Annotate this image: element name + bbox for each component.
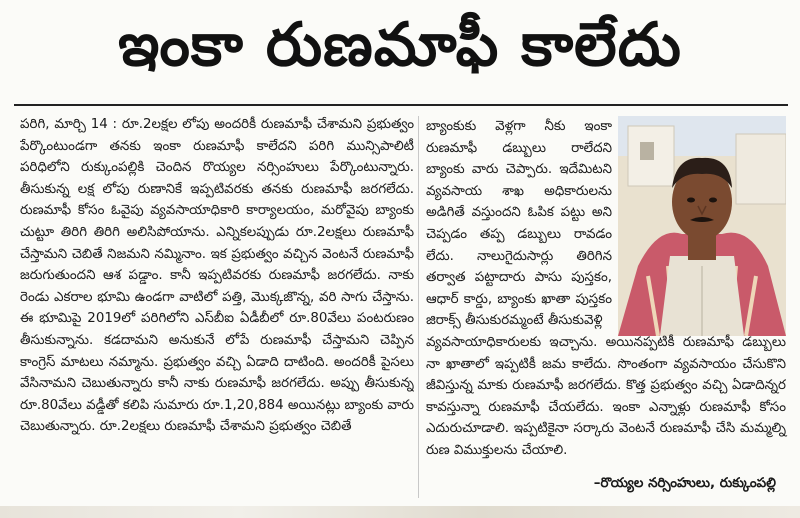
article-paragraph-right-top: బ్యాంకుకు వెళ్లగా నీకు ఇంకా రుణమాఫీ డబ్బులు రాలేదని బ్యాంకు వారు చెప్పారు. ఇదేమిటని వ్యవసాయ శాఖ అధికారులను అడిగితే వస్తుందని ఓపిక పట్టు అని చెప్పడం తప్ప డబ్బులు రావడం లేదు. నాలుగైదుసార్లు తిరిగిన తర్వాత పట్టాదారు పాసు పుస్తకం, ఆధార్‌ కార్డు, బ్యాంకు ఖాతా పుస్తకం జిరాక్స్‌ తీసుకురమ్మంటే తీసుకువెళ్లి: [426, 119, 612, 329]
article-right-column: [426, 116, 786, 502]
farmer-photo: [618, 116, 786, 336]
article-paragraph-right-bottom: వ్యవసాయాధికారులకు ఇచ్చాను. అయినప్పటికీ రుణమాఫీ డబ్బులు నా ఖాతాలో ఇప్పటికీ జమ కాలేదు. సొంతంగా వ్యవసాయం చేసుకొని జీవిస్తున్న మాకు రుణమాఫీ జరగలేదు. కొత్త ప్రభుత్వం వచ్చి ఏడాదిన్నర కావస్తున్నా రుణమాఫీ చేయలేదు. ఇంకా ఎన్నాళ్లు రుణమాఫీ కోసం ఎదురుచూడాలి. ఇప్పటికైనా సర్కారు వెంటనే రుణమాఫీ చేసి మమ్మల్ని రుణ విముక్తులను చేయాలి.: [426, 335, 786, 458]
headline-rule: [14, 104, 788, 106]
article-left-column: [20, 114, 414, 498]
byline: –రొయ్యల నర్సింహులు, రుక్కుంపల్లి: [593, 476, 776, 491]
headline: ఇంకా రుణమాఫీ కాలేదు: [118, 10, 682, 80]
next-article-strip: [0, 506, 800, 518]
column-divider: [418, 116, 419, 498]
article-paragraph: పరిగి, మార్చి 14 : రూ.2లక్షల లోపు అందరికీ రుణమాఫీ చేశామని ప్రభుత్వం పేర్కొంటుండగా తనకు ఇంకా రుణమాఫీ కాలేదని పరిగి మున్సిపాలిటీ పరిధిలోని రుక్కుంపల్లికి చెందిన రొయ్యల నర్సింహులు పేర్కొంటున్నారు. తీసుకున్న లక్ష లోపు రుణానికే ఇప్పటివరకు తనకు రుణమాఫీ జరగలేదు. రుణమాఫీ కోసం ఓవైపు వ్యవసాయాధికారి కార్యాలయం, మరోవైపు బ్యాంకు చుట్టూ తిరిగి తిరిగి అలిసిపోయాను. ఎన్నికలప్పుడు రూ.2లక్షలు రుణమాఫీ చేస్తామని చెబితే నిజమని నమ్మినాం. ఇక ప్రభుత్వం వచ్చిన వెంటనే రుణమాఫీ జరుగుతుందని ఆశ పడ్డాం. కానీ ఇప్పటివరకు రుణమాఫీ జరగలేదు. నాకు రెండు ఎకరాల భూమి ఉండగా వాటిలో పత్తి, మొక్కజొన్న, వరి సాగు చేస్తాను. ఈ భూమిపై 2019లో పరిగిలోని ఎస్‌బీఐ ఏడీబీలో రూ.80వేలు పంటరుణం తీసుకున్నాను. కడదామని అనుకునే లోపే రుణమాఫీ చేస్తామని చెప్పిన కాంగ్రెస్‌ మాటలు నమ్మాను. ప్రభుత్వం వచ్చి ఏడాది దాటింది. అందరికీ పైసలు వేసినామని చెబుతున్నారు కానీ నాకు రుణమాఫీ జరగలేదు. అప్పు తీసుకున్న రూ.80వేలు వడ్డీతో కలిపి సుమారు రూ.1,20,884 అయినట్లు బ్యాంకు వారు చెబుతున్నారు. రూ.2లక్షలు రుణమాఫీ చేశామని ప్రభుత్వం చెబితే: [20, 117, 414, 435]
